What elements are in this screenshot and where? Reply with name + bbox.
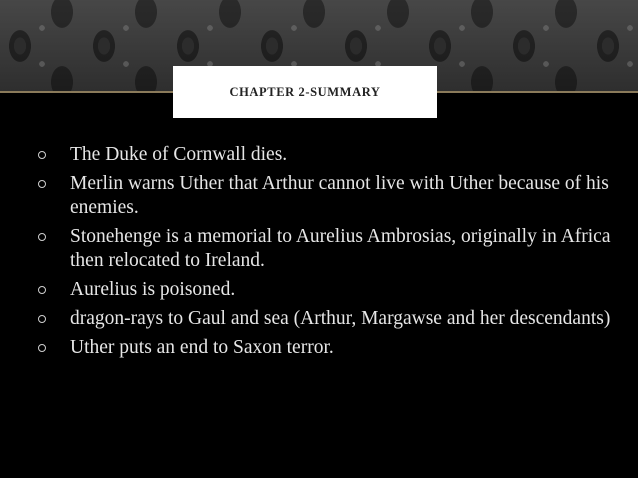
bullet-item <box>36 278 616 302</box>
title-box <box>173 66 437 118</box>
hollow-circle-icon <box>38 286 46 294</box>
hollow-circle-icon <box>38 315 46 323</box>
hollow-circle-icon <box>38 180 46 188</box>
slide-title: CHAPTER 2-SUMMARY <box>229 84 381 99</box>
bullet-text: dragon-rays to Gaul and sea (Arthur, Margawse and her descendants) <box>70 308 611 329</box>
bullet-item <box>36 336 616 360</box>
bullet-item <box>36 172 616 220</box>
bullet-item <box>36 143 616 167</box>
bullet-item <box>36 225 616 273</box>
bullet-list <box>36 143 616 365</box>
bullet-text: Stonehenge is a memorial to Aurelius Ambrosias, originally in Africa then relocated to Ireland. <box>70 226 611 271</box>
bullet-text: Merlin warns Uther that Arthur cannot live with Uther because of his enemies. <box>70 173 609 218</box>
bullet-text: The Duke of Cornwall dies. <box>70 144 288 165</box>
bullet-item <box>36 307 616 331</box>
hollow-circle-icon <box>38 233 46 241</box>
hollow-circle-icon <box>38 151 46 159</box>
hollow-circle-icon <box>38 344 46 352</box>
bullet-text: Uther puts an end to Saxon terror. <box>70 337 334 358</box>
bullet-text: Aurelius is poisoned. <box>70 279 236 300</box>
